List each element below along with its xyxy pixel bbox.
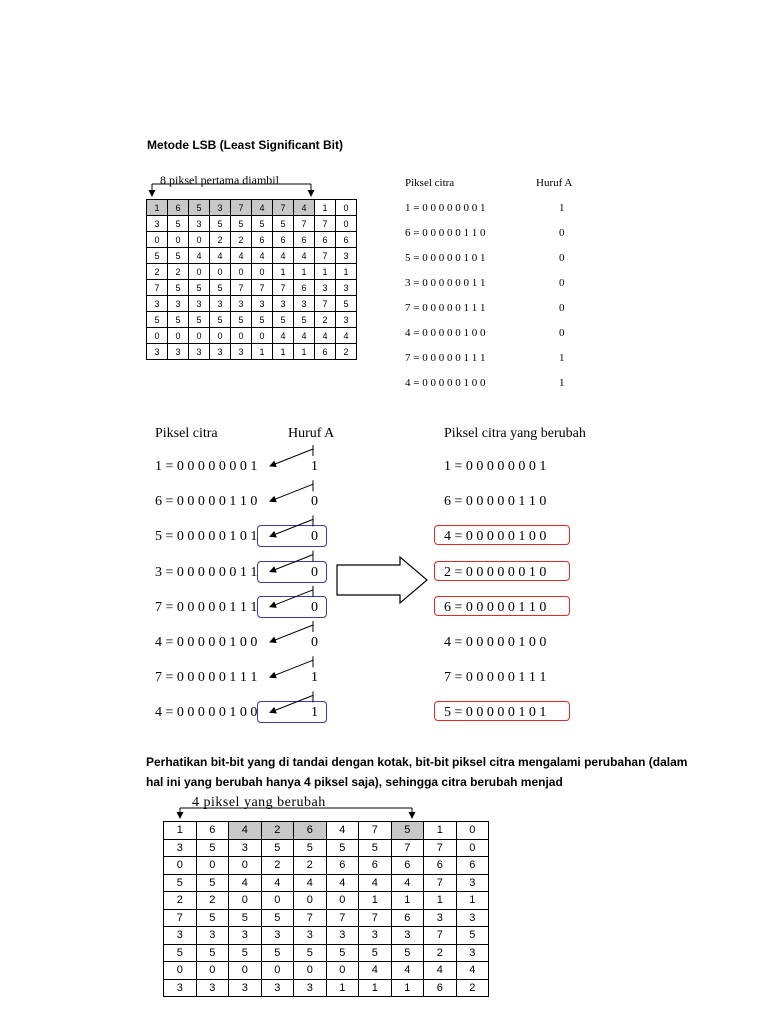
grid-cell: 6 [294, 822, 327, 840]
grid-cell: 4 [391, 962, 424, 980]
small-header-pixel: Piksel citra [405, 177, 455, 189]
small-row-pixel: 7 = 0 0 0 0 0 1 1 1 [405, 302, 486, 314]
grid-cell: 0 [196, 857, 229, 875]
grid-cell: 3 [147, 344, 168, 360]
grid-cell: 4 [210, 248, 231, 264]
grid-cell: 6 [456, 857, 489, 875]
grid-cell: 1 [391, 979, 424, 997]
small-row-bit: 0 [559, 327, 565, 339]
grid-cell: 7 [424, 927, 457, 945]
bit-connector-arrow [270, 484, 313, 501]
grid-cell: 4 [189, 248, 210, 264]
grid-cell: 0 [252, 264, 273, 280]
grid-cell: 5 [229, 909, 262, 927]
grid-cell: 3 [168, 296, 189, 312]
grid-cell: 5 [168, 312, 189, 328]
diagram-letter-bit: 0 [311, 564, 318, 580]
grid-cell: 0 [229, 962, 262, 980]
grid-cell: 3 [294, 979, 327, 997]
grid-cell: 0 [210, 264, 231, 280]
grid-cell: 5 [252, 216, 273, 232]
grid-cell: 3 [456, 944, 489, 962]
grid-cell: 5 [294, 944, 327, 962]
grid-cell: 0 [261, 892, 294, 910]
grid-cell: 4 [229, 874, 262, 892]
grid-cell: 3 [210, 344, 231, 360]
grid-cell: 3 [147, 216, 168, 232]
small-row-pixel: 3 = 0 0 0 0 0 0 1 1 [405, 277, 486, 289]
diagram-right-pixel: 4 = 0 0 0 0 0 1 0 0 [444, 635, 547, 650]
grid-cell: 6 [424, 979, 457, 997]
grid-cell: 4 [424, 962, 457, 980]
grid-cell: 7 [359, 822, 392, 840]
grid-cell: 3 [261, 927, 294, 945]
small-row-pixel: 1 = 0 0 0 0 0 0 0 1 [405, 202, 486, 214]
grid-cell: 0 [336, 200, 357, 216]
small-row-bit: 1 [559, 352, 565, 364]
grid-cell: 1 [273, 264, 294, 280]
grid-cell: 6 [315, 232, 336, 248]
grid-cell: 2 [294, 857, 327, 875]
grid-cell: 3 [164, 979, 197, 997]
grid-cell: 3 [164, 927, 197, 945]
diagram-right-pixel: 6 = 0 0 0 0 0 1 1 0 [444, 599, 547, 615]
page-title: Metode LSB (Least Significant Bit) [147, 138, 344, 152]
small-row-pixel: 7 = 0 0 0 0 0 1 1 1 [405, 352, 486, 364]
grid-cell: 1 [456, 892, 489, 910]
diagram-right-pixel: 7 = 0 0 0 0 0 1 1 1 [444, 670, 547, 686]
grid-cell: 7 [315, 216, 336, 232]
grid-cell: 3 [231, 296, 252, 312]
bit-connector-arrow [270, 660, 313, 677]
diagram-left-pixel: 7 = 0 0 0 0 0 1 1 1 [155, 670, 258, 686]
grid1-caption: 8 piksel pertama diambil [160, 173, 279, 187]
grid-cell: 0 [196, 962, 229, 980]
grid-cell: 3 [231, 344, 252, 360]
diagram-left-pixel: 6 = 0 0 0 0 0 1 1 0 [155, 494, 258, 510]
grid-cell: 5 [359, 839, 392, 857]
bit-connector-arrow [270, 590, 313, 607]
grid-cell: 3 [210, 200, 231, 216]
grid-cell: 0 [294, 962, 327, 980]
grid-cell: 4 [252, 248, 273, 264]
grid-cell: 3 [294, 927, 327, 945]
grid-cell: 4 [231, 248, 252, 264]
grid-cell: 4 [359, 874, 392, 892]
grid-cell: 5 [231, 216, 252, 232]
grid-cell: 6 [326, 857, 359, 875]
grid-cell: 4 [456, 962, 489, 980]
grid-cell: 4 [294, 248, 315, 264]
grid-cell: 2 [315, 312, 336, 328]
small-header-letter: Huruf A [536, 177, 573, 189]
grid-cell: 0 [168, 232, 189, 248]
grid-cell: 0 [456, 839, 489, 857]
diagram-letter-bit: 1 [311, 459, 318, 474]
grid-cell: 0 [189, 232, 210, 248]
grid-cell: 3 [326, 927, 359, 945]
diagram-letter-bit: 0 [311, 635, 318, 650]
grid-cell: 0 [336, 216, 357, 232]
grid-cell: 1 [391, 892, 424, 910]
grid-cell: 1 [315, 200, 336, 216]
grid-cell: 3 [391, 927, 424, 945]
grid-cell: 7 [231, 280, 252, 296]
grid-cell: 6 [168, 200, 189, 216]
grid-cell: 2 [261, 857, 294, 875]
grid-cell: 5 [261, 909, 294, 927]
grid-cell: 5 [210, 312, 231, 328]
diagram-letter-bit: 0 [311, 529, 318, 545]
grid-cell: 0 [189, 328, 210, 344]
grid-cell: 7 [231, 200, 252, 216]
grid-cell: 5 [168, 248, 189, 264]
grid-cell: 3 [294, 296, 315, 312]
grid-cell: 5 [147, 312, 168, 328]
grid-cell: 5 [147, 248, 168, 264]
grid-cell: 3 [229, 839, 262, 857]
grid-cell: 0 [252, 328, 273, 344]
grid-cell: 0 [229, 892, 262, 910]
grid-cell: 3 [147, 296, 168, 312]
grid-cell: 7 [164, 909, 197, 927]
diagram-letter-bit: 0 [311, 494, 318, 510]
grid-cell: 5 [196, 839, 229, 857]
grid-cell: 7 [315, 296, 336, 312]
bit-connector-arrow [270, 695, 313, 712]
grid-cell: 3 [261, 979, 294, 997]
diagram-left-pixel: 3 = 0 0 0 0 0 0 1 1 [155, 564, 258, 580]
grid-cell: 5 [294, 839, 327, 857]
grid-cell: 1 [326, 979, 359, 997]
grid-cell: 2 [261, 822, 294, 840]
grid-cell: 5 [189, 280, 210, 296]
small-row-pixel: 5 = 0 0 0 0 0 1 0 1 [405, 252, 486, 264]
diagram-right-pixel: 2 = 0 0 0 0 0 0 1 0 [444, 564, 547, 580]
grid-cell: 0 [261, 962, 294, 980]
grid-cell: 5 [229, 944, 262, 962]
grid1-bracket-arrow [152, 184, 311, 196]
grid-cell: 5 [456, 927, 489, 945]
grid-cell: 5 [294, 312, 315, 328]
grid-cell: 3 [315, 280, 336, 296]
grid-cell: 4 [229, 822, 262, 840]
grid-cell: 5 [168, 216, 189, 232]
grid2-caption: 4 piksel yang berubah [192, 795, 326, 810]
grid-cell: 0 [168, 328, 189, 344]
small-row-pixel: 6 = 0 0 0 0 0 1 1 0 [405, 227, 486, 239]
grid-cell: 5 [391, 944, 424, 962]
grid-cell: 0 [147, 232, 168, 248]
grid-cell: 6 [315, 344, 336, 360]
grid-cell: 4 [252, 200, 273, 216]
grid-cell: 5 [273, 216, 294, 232]
grid-cell: 3 [196, 979, 229, 997]
grid-cell: 3 [196, 927, 229, 945]
grid-cell: 3 [168, 344, 189, 360]
grid-cell: 6 [336, 232, 357, 248]
grid-cell: 6 [294, 280, 315, 296]
grid-cell: 1 [252, 344, 273, 360]
diagram-right-pixel: 4 = 0 0 0 0 0 1 0 0 [444, 529, 547, 545]
grid-cell: 0 [164, 962, 197, 980]
small-row-bit: 0 [559, 252, 565, 264]
grid-cell: 7 [252, 280, 273, 296]
grid-cell: 7 [294, 909, 327, 927]
grid-cell: 2 [164, 892, 197, 910]
grid-cell: 2 [336, 344, 357, 360]
grid-cell: 7 [273, 280, 294, 296]
diagram-header-changed: Piksel citra yang berubah [444, 426, 586, 441]
grid-cell: 1 [273, 344, 294, 360]
grid-cell: 6 [196, 822, 229, 840]
small-row-bit: 1 [559, 202, 565, 214]
grid-cell: 3 [189, 344, 210, 360]
grid-cell: 5 [391, 822, 424, 840]
grid-cell: 4 [315, 328, 336, 344]
grid-cell: 3 [456, 909, 489, 927]
grid-cell: 5 [164, 874, 197, 892]
grid-cell: 3 [252, 296, 273, 312]
grid-cell: 5 [359, 944, 392, 962]
grid-cell: 3 [229, 979, 262, 997]
grid-cell: 3 [189, 296, 210, 312]
diagram-right-pixel: 1 = 0 0 0 0 0 0 0 1 [444, 459, 547, 474]
grid-cell: 7 [326, 909, 359, 927]
grid-cell: 3 [336, 248, 357, 264]
grid-cell: 0 [294, 892, 327, 910]
grid-cell: 5 [168, 280, 189, 296]
grid-cell: 5 [196, 944, 229, 962]
grid-cell: 1 [359, 979, 392, 997]
grid-cell: 3 [210, 296, 231, 312]
grid-cell: 5 [210, 216, 231, 232]
grid-cell: 6 [273, 232, 294, 248]
grid-cell: 0 [326, 892, 359, 910]
grid-cell: 3 [273, 296, 294, 312]
grid-cell: 3 [164, 839, 197, 857]
grid-cell: 3 [336, 280, 357, 296]
grid-cell: 2 [210, 232, 231, 248]
grid-cell: 3 [336, 312, 357, 328]
bit-connector-arrows [270, 445, 313, 712]
grid-cell: 4 [391, 874, 424, 892]
grid-cell: 1 [336, 264, 357, 280]
grid-cell: 2 [424, 944, 457, 962]
small-row-pixel: 4 = 0 0 0 0 0 1 0 0 [405, 377, 486, 389]
grid-cell: 4 [336, 328, 357, 344]
grid-cell: 3 [456, 874, 489, 892]
grid-cell: 7 [315, 248, 336, 264]
grid2-bracket-arrow [180, 808, 412, 818]
grid-cell: 4 [359, 962, 392, 980]
menjadi-arrow [337, 557, 427, 603]
grid-cell: 2 [456, 979, 489, 997]
grid-cell: 3 [229, 927, 262, 945]
diagram-letter-bit: 1 [311, 670, 318, 686]
grid-cell: 1 [424, 892, 457, 910]
diagram-left-pixel: 7 = 0 0 0 0 0 1 1 1 [155, 599, 258, 615]
grid-cell: 3 [359, 927, 392, 945]
grid-cell: 1 [147, 200, 168, 216]
grid-cell: 7 [424, 839, 457, 857]
grid-cell: 0 [164, 857, 197, 875]
grid-cell: 5 [336, 296, 357, 312]
grid-cell: 1 [315, 264, 336, 280]
grid-cell: 2 [196, 892, 229, 910]
grid-cell: 6 [294, 232, 315, 248]
grid-cell: 7 [273, 200, 294, 216]
diagram-header-letter: Huruf A [288, 426, 335, 441]
grid-cell: 1 [294, 344, 315, 360]
grid-cell: 4 [326, 874, 359, 892]
diagram-right-pixel: 6 = 0 0 0 0 0 1 1 0 [444, 494, 547, 510]
grid-cell: 4 [294, 200, 315, 216]
grid-cell: 3 [424, 909, 457, 927]
grid-cell: 6 [252, 232, 273, 248]
grid-cell: 0 [231, 264, 252, 280]
grid-cell: 2 [168, 264, 189, 280]
grid-cell: 5 [326, 944, 359, 962]
grid-cell: 1 [294, 264, 315, 280]
grid-cell: 5 [196, 909, 229, 927]
grid-cell: 4 [273, 248, 294, 264]
grid-cell: 0 [231, 328, 252, 344]
small-row-bit: 0 [559, 277, 565, 289]
grid-cell: 4 [294, 874, 327, 892]
grid-cell: 1 [359, 892, 392, 910]
diagram-left-pixel: 4 = 0 0 0 0 0 1 0 0 [155, 635, 258, 650]
grid-cell: 5 [189, 312, 210, 328]
grid-cell: 4 [294, 328, 315, 344]
bit-connector-arrow [270, 625, 313, 642]
grid-cell: 5 [252, 312, 273, 328]
diagram-letter-bit: 0 [311, 599, 318, 615]
bit-connector-arrow [270, 519, 313, 536]
grid-cell: 6 [391, 909, 424, 927]
diagram-left-pixel: 5 = 0 0 0 0 0 1 0 1 [155, 529, 258, 545]
small-row-bit: 1 [559, 377, 565, 389]
grid-cell: 7 [391, 839, 424, 857]
grid-cell: 0 [210, 328, 231, 344]
grid-cell: 7 [359, 909, 392, 927]
grid-cell: 6 [359, 857, 392, 875]
diagram-header-pixel: Piksel citra [155, 426, 218, 441]
grid-cell: 1 [164, 822, 197, 840]
small-row-pixel: 4 = 0 0 0 0 0 1 0 0 [405, 327, 486, 339]
small-row-bit: 0 [559, 227, 565, 239]
grid-cell: 1 [424, 822, 457, 840]
grid-cell: 0 [229, 857, 262, 875]
grid-cell: 4 [261, 874, 294, 892]
grid-cell: 5 [261, 839, 294, 857]
diagram-right-pixel: 5 = 0 0 0 0 0 1 0 1 [444, 705, 547, 721]
grid-cell: 5 [164, 944, 197, 962]
grid-cell: 2 [147, 264, 168, 280]
diagram-left-pixel: 1 = 0 0 0 0 0 0 0 1 [155, 459, 258, 474]
grid-cell: 5 [261, 944, 294, 962]
grid-cell: 7 [424, 874, 457, 892]
bit-connector-arrow [270, 449, 313, 466]
grid-cell: 5 [231, 312, 252, 328]
grid-cell: 0 [189, 264, 210, 280]
grid-cell: 5 [189, 200, 210, 216]
grid-cell: 7 [147, 280, 168, 296]
grid-cell: 6 [391, 857, 424, 875]
explanation-paragraph: Perhatikan bit-bit yang di tandai dengan kotak, bit-bit piksel citra mengalami perubahan (dalam hal ini yang berubah hanya 4 piksel saja), sehingga citra berubah menjad [146, 755, 688, 789]
grid-cell: 0 [456, 822, 489, 840]
grid-cell: 4 [326, 822, 359, 840]
grid-cell: 3 [189, 216, 210, 232]
grid-cell: 0 [326, 962, 359, 980]
grid-cell: 7 [294, 216, 315, 232]
small-row-bit: 0 [559, 302, 565, 314]
grid-cell: 0 [147, 328, 168, 344]
grid-cell: 2 [231, 232, 252, 248]
grid-cell: 4 [273, 328, 294, 344]
bit-connector-arrow [270, 555, 313, 572]
grid-cell: 5 [196, 874, 229, 892]
diagram-letter-bit: 1 [311, 705, 318, 721]
grid-cell: 5 [326, 839, 359, 857]
grid-cell: 6 [424, 857, 457, 875]
diagram-left-pixel: 4 = 0 0 0 0 0 1 0 0 [155, 705, 258, 721]
grid-cell: 5 [273, 312, 294, 328]
grid-cell: 5 [210, 280, 231, 296]
